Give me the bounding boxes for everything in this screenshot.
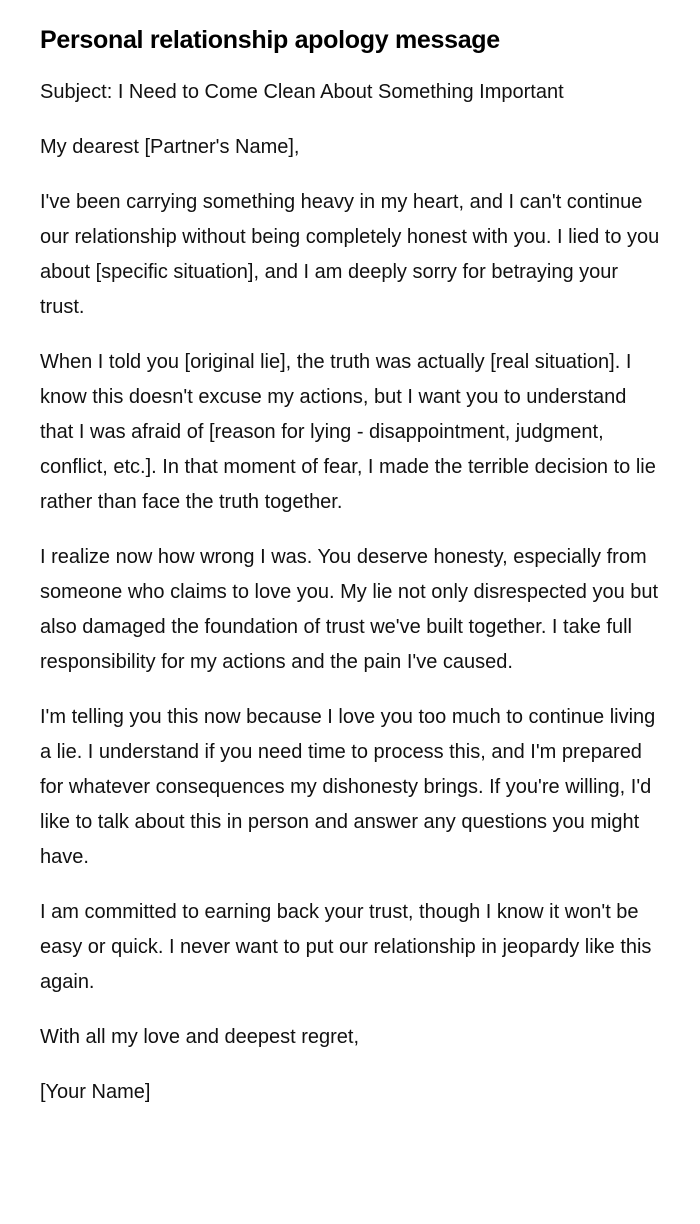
subject-line: Subject: I Need to Come Clean About Something Important — [40, 81, 564, 103]
greeting: My dearest [Partner's Name], — [40, 136, 300, 158]
body-paragraph-4: I'm telling you this now because I love you too much to continue living a lie. I understand if you need time to process this, and I'm prepared for whatever consequences my dishonesty brings. If you're willing, I'd like to talk about this in person and answer any questions you might have. — [40, 706, 656, 868]
closing-line: With all my love and deepest regret, — [40, 1026, 360, 1048]
signature: [Your Name] — [40, 1081, 151, 1103]
body-paragraph-3: I realize now how wrong I was. You deserve honesty, especially from someone who claims to love you. My lie not only disrespected you but also damaged the foundation of trust we've built together. I take full responsibility for my actions and the pain I've caused. — [40, 546, 659, 673]
body-paragraph-2: When I told you [original lie], the truth was actually [real situation]. I know this doesn't excuse my actions, but I want you to understand that I was afraid of [reason for lying - disappointment, judgment, conflict, etc.]. In that moment of fear, I made the terrible decision to lie rather than face the truth together. — [40, 351, 656, 513]
document-title: Personal relationship apology message — [40, 26, 500, 54]
body-paragraph-1: I've been carrying something heavy in my heart, and I can't continue our relationship without being completely honest with you. I lied to you about [specific situation], and I am deeply sorry for betraying your trust. — [40, 191, 660, 318]
body-paragraph-5: I am committed to earning back your trust, though I know it won't be easy or quick. I never want to put our relationship in jeopardy like this again. — [40, 901, 652, 993]
